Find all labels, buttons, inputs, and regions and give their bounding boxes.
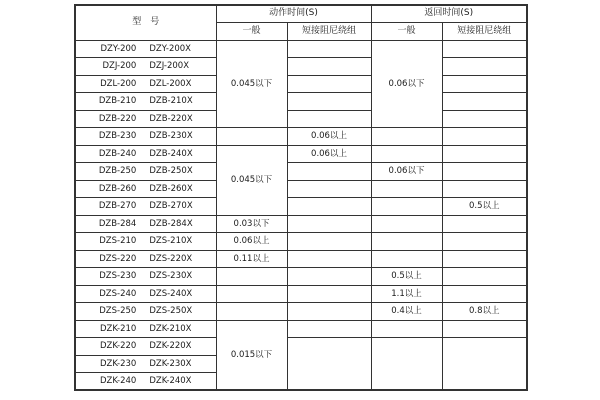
return-general-cell xyxy=(371,338,442,391)
model-cell xyxy=(75,93,216,111)
action-general-cell xyxy=(216,128,287,146)
return-damping-cell xyxy=(442,40,527,58)
return-damping-cell: 0.8以上 xyxy=(442,303,527,321)
return-damping-cell xyxy=(442,75,527,93)
model-x-variant: DZB-284X xyxy=(149,218,193,229)
action-damping-cell xyxy=(287,338,371,391)
model-x-variant: DZS-240X xyxy=(149,288,193,299)
model-x-variant: DZB-250X xyxy=(149,166,193,176)
model-cell xyxy=(75,128,216,146)
model-cell xyxy=(75,40,216,58)
action-damping-cell xyxy=(287,180,371,198)
model-base: DZS-230 xyxy=(99,271,137,281)
return-damping-cell xyxy=(442,128,527,146)
header-return-general: 一般 xyxy=(371,22,442,40)
table-row xyxy=(75,233,527,251)
action-damping-cell: 0.06以上 xyxy=(287,145,371,163)
return-general-cell xyxy=(371,320,442,338)
model-x-variant: DZY-200X xyxy=(149,43,191,54)
model-x-variant: DZK-240X xyxy=(149,375,192,386)
action-damping-cell xyxy=(287,163,371,181)
model-base: DZK-240 xyxy=(99,375,137,386)
model-x-variant: DZL-200X xyxy=(149,78,192,89)
spec-table xyxy=(74,4,528,391)
return-damping-cell xyxy=(442,93,527,111)
return-general-cell xyxy=(371,145,442,163)
model-base: DZB-220 xyxy=(98,113,137,124)
table-row xyxy=(75,58,527,76)
table-row xyxy=(75,128,527,146)
model-x-variant: DZK-210X xyxy=(149,323,192,334)
action-damping-cell xyxy=(287,285,371,303)
model-x-variant: DZJ-200X xyxy=(149,61,190,71)
model-base: DZS-240 xyxy=(99,288,137,299)
action-general-cell xyxy=(216,285,287,303)
table-row xyxy=(75,145,527,163)
return-damping-cell xyxy=(442,163,527,181)
model-base: DZB-210 xyxy=(98,96,137,106)
model-base: DZK-210 xyxy=(99,323,137,334)
table-row xyxy=(75,250,527,268)
table-row xyxy=(75,338,527,356)
table-row xyxy=(75,40,527,58)
model-cell xyxy=(75,198,216,216)
table-row xyxy=(75,75,527,93)
action-damping-cell xyxy=(287,250,371,268)
return-general-cell: 0.5以上 xyxy=(371,268,442,286)
return-damping-cell xyxy=(442,58,527,76)
model-cell xyxy=(75,145,216,163)
model-base: DZY-200 xyxy=(100,43,137,54)
model-x-variant: DZB-240X xyxy=(149,148,193,159)
action-general-cell xyxy=(216,268,287,286)
return-damping-cell xyxy=(442,110,527,128)
model-cell xyxy=(75,250,216,268)
return-damping-cell xyxy=(442,320,527,338)
action-damping-cell xyxy=(287,320,371,338)
return-general-cell: 1.1以上 xyxy=(371,285,442,303)
model-base: DZB-250 xyxy=(98,166,137,176)
return-general-cell xyxy=(371,215,442,233)
return-general-cell: 0.4以上 xyxy=(371,303,442,321)
model-x-variant: DZS-230X xyxy=(149,271,193,281)
return-damping-cell xyxy=(442,215,527,233)
return-damping-cell xyxy=(442,285,527,303)
model-base: DZB-240 xyxy=(98,148,137,159)
model-cell xyxy=(75,285,216,303)
table-row xyxy=(75,320,527,338)
model-cell xyxy=(75,110,216,128)
model-cell xyxy=(75,215,216,233)
return-damping-cell: 0.5以上 xyxy=(442,198,527,216)
action-general-cell: 0.06以上 xyxy=(216,233,287,251)
action-general-cell: 0.045以下 xyxy=(216,145,287,215)
spec-table-container xyxy=(74,4,528,391)
model-cell xyxy=(75,320,216,338)
return-damping-cell xyxy=(442,145,527,163)
model-cell xyxy=(75,75,216,93)
model-base: DZJ-200 xyxy=(102,61,137,71)
return-general-cell xyxy=(371,250,442,268)
action-damping-cell xyxy=(287,303,371,321)
model-x-variant: DZB-210X xyxy=(149,96,193,106)
return-damping-cell xyxy=(442,338,527,391)
header-row-groups xyxy=(75,5,527,22)
action-damping-cell xyxy=(287,198,371,216)
action-general-cell: 0.015以下 xyxy=(216,320,287,390)
model-cell xyxy=(75,180,216,198)
return-general-cell xyxy=(371,233,442,251)
action-general-cell: 0.045以下 xyxy=(216,40,287,128)
model-cell xyxy=(75,355,216,373)
return-damping-cell xyxy=(442,233,527,251)
model-base: DZS-210 xyxy=(99,236,137,246)
table-row xyxy=(75,303,527,321)
return-general-cell xyxy=(371,128,442,146)
table-row xyxy=(75,180,527,198)
model-base: DZS-250 xyxy=(99,306,137,316)
model-x-variant: DZB-260X xyxy=(149,183,193,194)
action-damping-cell: 0.06以上 xyxy=(287,128,371,146)
table-row xyxy=(75,110,527,128)
model-x-variant: DZK-220X xyxy=(149,341,192,351)
return-damping-cell xyxy=(442,180,527,198)
action-general-cell: 0.03以下 xyxy=(216,215,287,233)
action-damping-cell xyxy=(287,110,371,128)
model-x-variant: DZB-270X xyxy=(149,201,193,211)
model-cell xyxy=(75,303,216,321)
model-base: DZK-230 xyxy=(99,358,137,369)
header-model: 型 号 xyxy=(75,5,216,40)
table-row xyxy=(75,285,527,303)
header-return-time: 返回时间(S) xyxy=(371,5,527,22)
table-row xyxy=(75,93,527,111)
model-cell xyxy=(75,233,216,251)
action-damping-cell xyxy=(287,233,371,251)
return-general-cell: 0.06以下 xyxy=(371,40,442,128)
model-cell xyxy=(75,163,216,181)
model-cell xyxy=(75,58,216,76)
header-action-damping: 短接阻尼绕组 xyxy=(287,22,371,40)
model-x-variant: DZS-220X xyxy=(149,253,193,264)
action-general-cell xyxy=(216,303,287,321)
model-base: DZB-284 xyxy=(98,218,137,229)
model-x-variant: DZS-210X xyxy=(149,236,193,246)
return-general-cell xyxy=(371,198,442,216)
model-x-variant: DZK-230X xyxy=(149,358,192,369)
model-base: DZB-260 xyxy=(98,183,137,194)
model-base: DZB-230 xyxy=(98,131,137,141)
header-return-damping: 短接阻尼绕组 xyxy=(442,22,527,40)
action-damping-cell xyxy=(287,40,371,58)
model-base: DZK-220 xyxy=(99,341,137,351)
action-damping-cell xyxy=(287,215,371,233)
model-base: DZS-220 xyxy=(99,253,137,264)
action-damping-cell xyxy=(287,268,371,286)
model-cell xyxy=(75,338,216,356)
model-cell xyxy=(75,373,216,391)
return-general-cell: 0.06以下 xyxy=(371,163,442,181)
return-damping-cell xyxy=(442,250,527,268)
action-damping-cell xyxy=(287,75,371,93)
table-row xyxy=(75,198,527,216)
table-row xyxy=(75,163,527,181)
model-cell xyxy=(75,268,216,286)
action-damping-cell xyxy=(287,58,371,76)
table-row xyxy=(75,215,527,233)
action-damping-cell xyxy=(287,93,371,111)
model-base: DZB-270 xyxy=(98,201,137,211)
model-base: DZL-200 xyxy=(100,78,137,89)
model-x-variant: DZB-220X xyxy=(149,113,193,124)
header-action-general: 一般 xyxy=(216,22,287,40)
action-general-cell: 0.11以上 xyxy=(216,250,287,268)
return-general-cell xyxy=(371,180,442,198)
model-x-variant: DZS-250X xyxy=(149,306,193,316)
table-row xyxy=(75,268,527,286)
return-damping-cell xyxy=(442,268,527,286)
header-action-time: 动作时间(S) xyxy=(216,5,371,22)
model-x-variant: DZB-230X xyxy=(149,131,193,141)
